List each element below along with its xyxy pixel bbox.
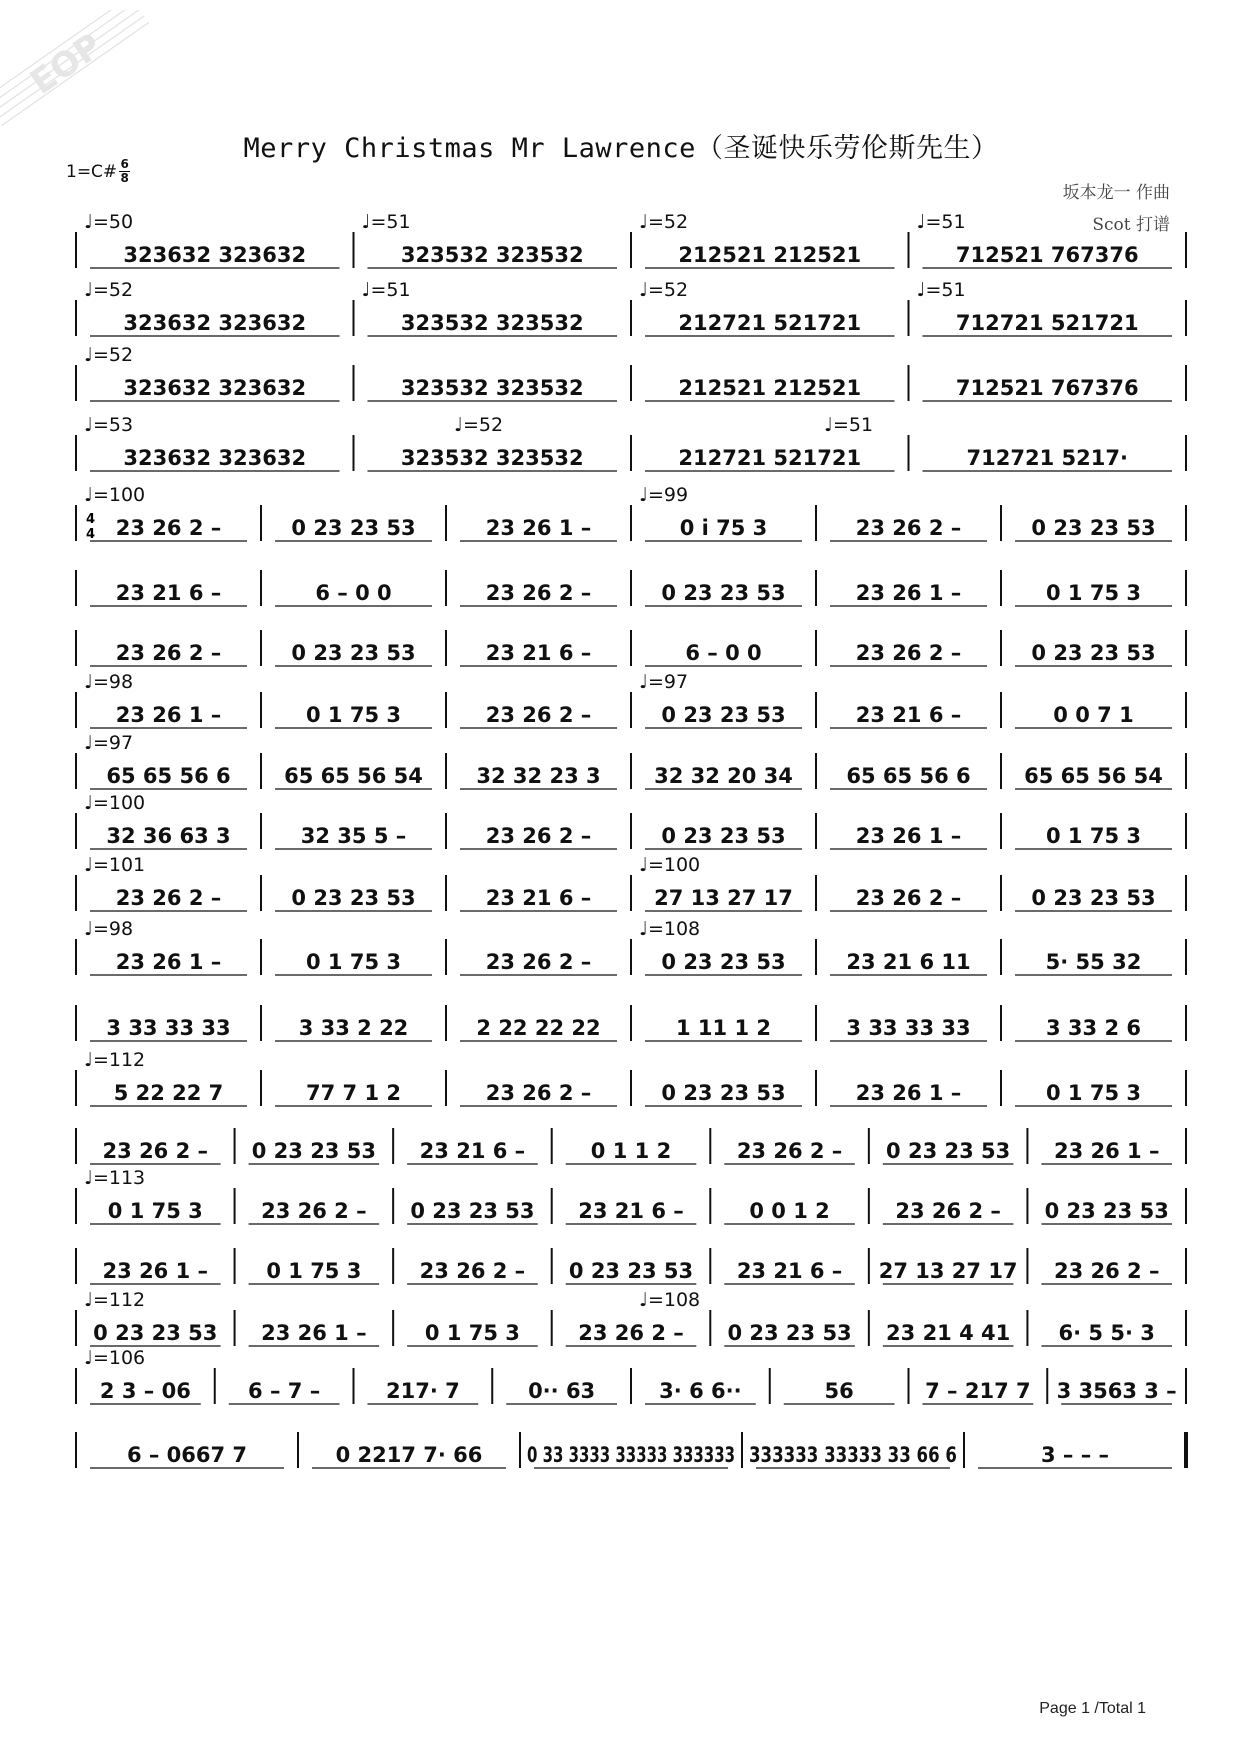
- tempo-mark: ♩=52: [639, 279, 689, 301]
- measure-notes: 23 26 1 –: [115, 950, 222, 974]
- measure-notes: 0 1 1 2: [590, 1139, 672, 1163]
- measure-notes: 23 21 6 –: [419, 1139, 526, 1163]
- tempo-mark: ♩=52: [454, 414, 504, 436]
- measure-notes: 32 36 63 3: [106, 824, 231, 848]
- measure-notes: 0 0 1 2: [749, 1199, 830, 1223]
- measure-notes: 23 26 2 –: [419, 1259, 526, 1283]
- tempo-mark: ♩=50: [84, 211, 134, 233]
- measure-notes: 27 13 27 17: [878, 1259, 1018, 1283]
- measure-notes: 712521 767376: [955, 376, 1139, 400]
- measure-notes: 23 26 2 –: [261, 1199, 367, 1223]
- measure-notes: 7 – 217 7: [925, 1379, 1031, 1403]
- measure-notes: 23 21 6 11: [846, 950, 971, 974]
- measure-notes: 6 – 0 0: [685, 641, 762, 665]
- measure-notes: 65 65 56 6: [106, 764, 231, 788]
- tempo-mark: ♩=98: [84, 918, 134, 940]
- measure-notes: 212721 521721: [678, 446, 862, 470]
- measure-notes: 0 23 23 53: [1031, 641, 1156, 665]
- measure-notes: 23 26 1 –: [261, 1321, 367, 1345]
- measure-notes: 65 65 56 6: [846, 764, 971, 788]
- measure-notes: 23 26 2 –: [578, 1321, 684, 1345]
- measure-notes: 0 23 23 53: [1031, 516, 1156, 540]
- svg-text:EOP: EOP: [23, 25, 110, 103]
- measure-notes: 23 26 2 –: [895, 1199, 1001, 1223]
- measure-notes: 3 33 33 33: [846, 1016, 971, 1040]
- measure-notes: 323532 323532: [400, 243, 584, 267]
- measure-notes: 23 26 2 –: [736, 1139, 843, 1163]
- measure-notes: 23 26 2 –: [1053, 1259, 1160, 1283]
- measure-notes: 23 21 6 –: [736, 1259, 843, 1283]
- tempo-mark: ♩=99: [639, 484, 689, 506]
- measure-notes: 32 32 23 3: [476, 764, 601, 788]
- measure-notes: 212521 212521: [678, 243, 862, 267]
- measure-notes: 2 3 – 06: [99, 1379, 191, 1403]
- measure-notes: 32 35 5 –: [300, 824, 407, 848]
- measure-notes: 323632 323632: [123, 376, 307, 400]
- measure-notes: 323632 323632: [123, 311, 307, 335]
- measure-notes: 3 33 33 33: [106, 1016, 231, 1040]
- measure-notes: 212721 521721: [678, 311, 862, 335]
- measure-notes: 1 11 1 2: [676, 1016, 771, 1040]
- measure-notes: 0 23 23 53: [1031, 886, 1156, 910]
- tempo-mark: ♩=113: [84, 1167, 146, 1189]
- measure-notes: 0·· 63: [528, 1379, 596, 1403]
- tempo-mark: ♩=51: [916, 211, 966, 233]
- measure-notes: 0 23 23 53: [661, 950, 786, 974]
- measure-notes: 0 0 7 1: [1053, 703, 1134, 727]
- measure-notes: 212521 212521: [678, 376, 862, 400]
- tempo-mark: ♩=112: [84, 1289, 146, 1311]
- measure-notes: 0 1 75 3: [266, 1259, 362, 1283]
- time-change-numerator: 4: [86, 512, 96, 527]
- time-change-denominator: 4: [86, 527, 96, 542]
- measure-notes: 6 – 0667 7: [126, 1443, 248, 1467]
- measure-notes: 23 26 1 –: [485, 516, 592, 540]
- measure-notes: 323532 323532: [400, 376, 584, 400]
- song-title: Merry Christmas Mr Lawrence（圣诞快乐劳伦斯先生）: [243, 133, 999, 164]
- measure-notes: 0 23 23 53: [1044, 1199, 1169, 1223]
- measure-notes: 0 1 75 3: [306, 950, 401, 974]
- measure-notes: 323532 323532: [400, 446, 584, 470]
- tempo-mark: ♩=53: [84, 414, 134, 436]
- measure-notes: 217· 7: [386, 1379, 460, 1403]
- tempo-mark: ♩=52: [84, 344, 134, 366]
- measure-notes: 23 26 2 –: [485, 703, 592, 727]
- measure-notes: 3· 6 6··: [659, 1379, 742, 1403]
- measure-notes: 23 26 2 –: [855, 516, 962, 540]
- tempo-mark: ♩=51: [361, 279, 411, 301]
- measure-notes: 23 26 2 –: [485, 950, 592, 974]
- tempo-mark: ♩=100: [84, 484, 146, 506]
- measure-notes: 0 1 75 3: [1046, 581, 1141, 605]
- measure-notes: 0 23 23 53: [568, 1259, 694, 1283]
- measure-notes: 0 33 3333 33333 333333: [527, 1443, 735, 1467]
- tempo-mark: ♩=108: [639, 918, 701, 940]
- measure-notes: 23 26 2 –: [485, 824, 592, 848]
- tempo-mark: ♩=52: [84, 279, 134, 301]
- measure-notes: 23 26 1 –: [1053, 1139, 1160, 1163]
- tempo-mark: ♩=97: [84, 732, 134, 754]
- measure-notes: 2 22 22 22: [476, 1016, 601, 1040]
- measure-notes: 712721 521721: [955, 311, 1139, 335]
- measure-notes: 0 23 23 53: [661, 581, 786, 605]
- measure-notes: 0 23 23 53: [727, 1321, 852, 1345]
- measure-notes: 3 3563 3 –: [1056, 1379, 1177, 1403]
- measure-notes: 0 1 75 3: [424, 1321, 520, 1345]
- measure-notes: 65 65 56 54: [1024, 764, 1163, 788]
- measure-notes: 23 26 1 –: [115, 703, 222, 727]
- measure-notes: 0 23 23 53: [410, 1199, 535, 1223]
- measure-notes: 23 26 2 –: [485, 581, 592, 605]
- measure-notes: 0 1 75 3: [107, 1199, 203, 1223]
- measure-notes: 23 21 6 –: [115, 581, 222, 605]
- measure-notes: 5· 55 32: [1045, 950, 1142, 974]
- measure-notes: 0 23 23 53: [661, 1081, 786, 1105]
- measure-notes: 23 26 2 –: [102, 1139, 209, 1163]
- measure-notes: 23 26 2 –: [115, 886, 222, 910]
- measure-notes: 23 21 6 –: [485, 886, 592, 910]
- page-footer: Page 1 /Total 1: [1039, 1700, 1146, 1717]
- tempo-mark: ♩=51: [361, 211, 411, 233]
- measure-notes: 5 22 22 7: [113, 1081, 224, 1105]
- tempo-mark: ♩=100: [84, 792, 146, 814]
- transcriber-credit: Scot 打谱: [1092, 215, 1170, 235]
- measure-notes: 0 1 75 3: [1046, 1081, 1141, 1105]
- tempo-mark: ♩=97: [639, 671, 689, 693]
- measure-notes: 65 65 56 54: [284, 764, 423, 788]
- measure-notes: 23 26 2 –: [855, 886, 962, 910]
- measure-notes: 23 21 4 41: [886, 1321, 1011, 1345]
- measure-notes: 23 26 2 –: [115, 641, 222, 665]
- key-label: 1=C#: [66, 161, 118, 182]
- tempo-mark: ♩=101: [84, 854, 146, 876]
- measure-notes: 0 23 23 53: [886, 1139, 1011, 1163]
- measure-notes: 0 1 75 3: [306, 703, 401, 727]
- measure-notes: 27 13 27 17: [654, 886, 793, 910]
- measure-notes: 323632 323632: [123, 243, 307, 267]
- measure-notes: 6 – 0 0: [315, 581, 392, 605]
- measure-notes: 712521 767376: [955, 243, 1139, 267]
- tempo-mark: ♩=52: [639, 211, 689, 233]
- measure-notes: 23 26 2 –: [855, 641, 962, 665]
- measure-notes: 23 21 6 –: [578, 1199, 684, 1223]
- measure-notes: 23 26 2 –: [115, 516, 222, 540]
- measure-notes: 23 26 1 –: [855, 1081, 962, 1105]
- measure-notes: 0 i 75 3: [679, 516, 768, 540]
- measure-notes: 712721 5217·: [966, 446, 1128, 470]
- measure-notes: 3 – – –: [1040, 1443, 1110, 1467]
- measure-notes: 6 – 7 –: [248, 1379, 321, 1403]
- measure-notes: 0 23 23 53: [291, 886, 416, 910]
- measure-notes: 0 23 23 53: [661, 703, 786, 727]
- tempo-mark: ♩=108: [639, 1289, 701, 1311]
- composer-credit: 坂本龙一 作曲: [1062, 183, 1170, 203]
- measure-notes: 0 23 23 53: [661, 824, 786, 848]
- measure-notes: 56: [824, 1379, 854, 1403]
- tempo-mark: ♩=112: [84, 1049, 146, 1071]
- measure-notes: 23 26 2 –: [485, 1081, 592, 1105]
- tempo-mark: ♩=51: [916, 279, 966, 301]
- measure-notes: 32 32 20 34: [654, 764, 793, 788]
- measure-notes: 77 7 1 2: [306, 1081, 401, 1105]
- measure-notes: 0 2217 7· 66: [335, 1443, 483, 1467]
- measure-notes: 323632 323632: [123, 446, 307, 470]
- measure-notes: 23 26 1 –: [855, 824, 962, 848]
- measure-notes: 23 21 6 –: [855, 703, 962, 727]
- measure-notes: 23 21 6 –: [485, 641, 592, 665]
- measure-notes: 0 23 23 53: [291, 516, 416, 540]
- measure-notes: 333333 33333 33 66 6: [749, 1443, 957, 1467]
- tempo-mark: ♩=100: [639, 854, 701, 876]
- measure-notes: 323532 323532: [400, 311, 584, 335]
- time-signature: $\frac{6}{8}$: [120, 157, 129, 185]
- measure-notes: 0 23 23 53: [291, 641, 416, 665]
- measure-notes: 0 23 23 53: [93, 1321, 218, 1345]
- measure-notes: 3 33 2 6: [1046, 1016, 1141, 1040]
- measure-notes: 0 1 75 3: [1046, 824, 1141, 848]
- measure-notes: 23 26 1 –: [102, 1259, 209, 1283]
- tempo-mark: ♩=106: [84, 1347, 146, 1369]
- measure-notes: 23 26 1 –: [855, 581, 962, 605]
- tempo-mark: ♩=98: [84, 671, 134, 693]
- measure-notes: 0 23 23 53: [251, 1139, 376, 1163]
- tempo-mark: ♩=51: [824, 414, 874, 436]
- measure-notes: 6· 5 5· 3: [1058, 1321, 1155, 1345]
- measure-notes: 3 33 2 22: [298, 1016, 409, 1040]
